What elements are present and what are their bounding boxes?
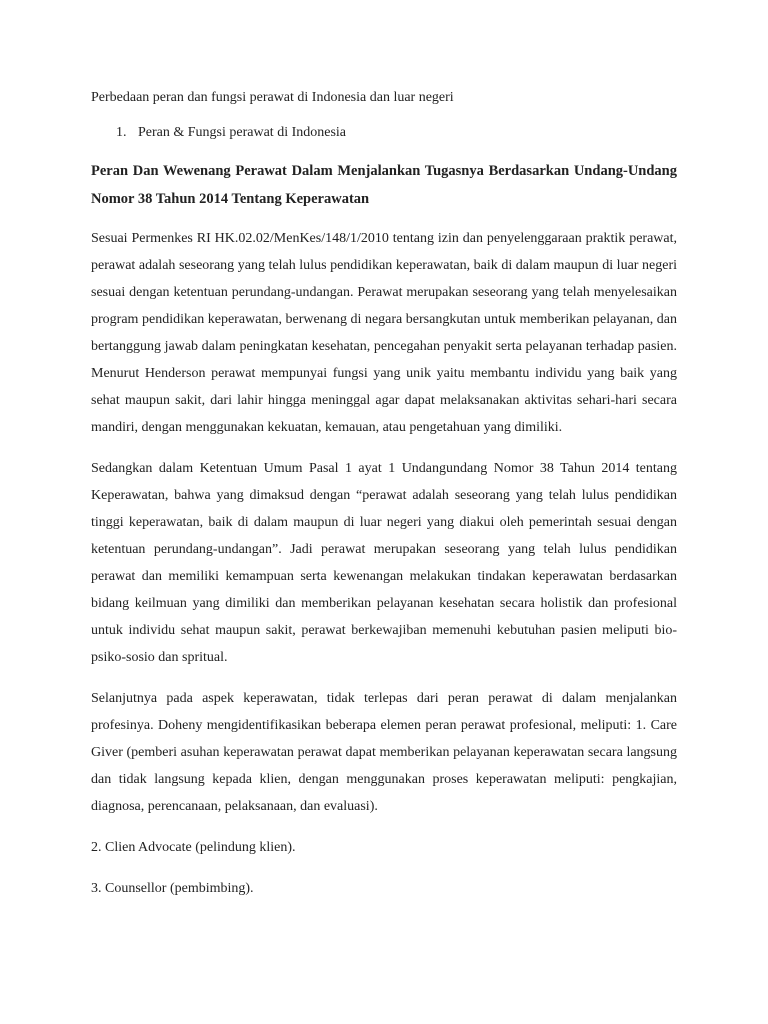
list-item: [91, 123, 677, 143]
role-item-clien-advocate: 2. Clien Advocate (pelindung klien).: [91, 840, 296, 855]
list-item-text: Peran & Fungsi perawat di Indonesia: [138, 125, 347, 140]
document-title: Perbedaan peran dan fungsi perawat di Indonesia dan luar negeri: [91, 90, 454, 105]
paragraph-aspek-keperawatan: Selanjutnya pada aspek keperawatan, tidak terlepas dari peran perawat di dalam menjalankan profesinya. Doheny mengidentifikasikan beberapa elemen peran perawat profesional, meliputi: 1. Care Giver (pemberi asuhan keperawatan perawat dapat memberikan pelayanan keperawatan secara langsung dan tidak langsung kepada klien, dengan menggunakan proses keperawatan meliputi: pengkajian, diagnosa, perencanaan, pelaksanaan, dan evaluasi).: [91, 691, 677, 814]
document-page: [91, 88, 677, 902]
paragraph-permenkes: Sesuai Permenkes RI HK.02.02/MenKes/148/1/2010 tentang izin dan penyelenggaraan praktik perawat, perawat adalah seseorang yang telah lulus pendidikan keperawatan, baik di dalam maupun di luar negeri sesuai dengan ketentuan perundang-undangan. Perawat merupakan seseorang yang telah menyelesaikan program pendidikan keperawatan, berwenang di negara bersangkutan untuk memberikan pelayanan, dan bertanggung jawab dalam peningkatan kesehatan, pencegahan penyakit serta pelayanan terhadap pasien. Menurut Henderson perawat mempunyai fungsi yang unik yaitu membantu individu yang baik yang sehat maupun sakit, dari lahir hingga meninggal agar dapat melaksanakan aktivitas sehari-hari secara mandiri, dengan menggunakan kekuatan, kemauan, atau pengetahuan yang dimiliki.: [91, 231, 677, 435]
section-heading: Peran Dan Wewenang Perawat Dalam Menjalankan Tugasnya Berdasarkan Undang-Undang Nomor 38 Tahun 2014 Tentang Keperawatan: [91, 163, 677, 207]
numbered-list: [91, 123, 677, 143]
list-item-number: 1.: [116, 125, 127, 140]
role-item-counsellor: 3. Counsellor (pembimbing).: [91, 881, 254, 896]
paragraph-ketentuan-umum: Sedangkan dalam Ketentuan Umum Pasal 1 ayat 1 Undangundang Nomor 38 Tahun 2014 tentang Keperawatan, bahwa yang dimaksud dengan “perawat adalah seseorang yang telah lulus pendidikan tinggi keperawatan, baik di dalam maupun di luar negeri yang diakui oleh pemerintah sesuai dengan ketentuan perundang-undangan”. Jadi perawat merupakan seseorang yang telah lulus pendidikan perawat dan memiliki kemampuan serta kewenangan melakukan tindakan keperawatan berdasarkan bidang keilmuan yang dimiliki dan memberikan pelayanan kesehatan secara holistik dan profesional untuk individu sehat maupun sakit, perawat berkewajiban memenuhi kebutuhan pasien meliputi bio-psiko-sosio dan spritual.: [91, 461, 677, 665]
